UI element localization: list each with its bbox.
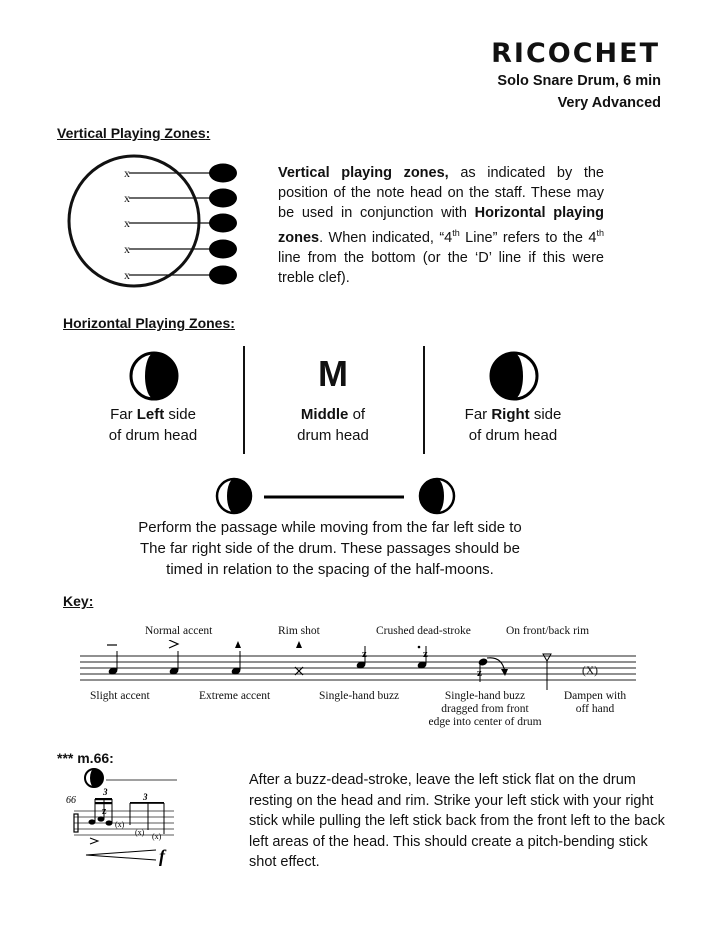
tuplet-number: 3 <box>143 792 148 802</box>
passage-description <box>90 517 570 580</box>
label-line: dragged from front <box>441 703 529 715</box>
label-text: Far <box>110 406 137 423</box>
text-run: as indicated by the position of the note head on the staff. These may be used in conjunction with <box>278 165 604 221</box>
passage-line: Perform the passage while moving from the far left side to <box>138 519 522 536</box>
drum-head-circle <box>69 156 199 286</box>
notes <box>89 798 165 834</box>
key-heading <box>63 593 93 609</box>
slight-accent-note <box>107 645 118 676</box>
vertical-zones-diagram <box>64 153 244 293</box>
label-text: drum head <box>297 427 369 444</box>
superscript: th <box>596 228 604 238</box>
key-label-extreme-accent: Extreme accent <box>199 690 271 702</box>
vertical-zones-description <box>278 163 604 288</box>
label-bold: Left <box>136 406 165 423</box>
dampen-x-symbol: (X) <box>582 665 598 677</box>
vertical-zones-heading <box>57 125 210 141</box>
svg-text:x: x <box>124 242 130 256</box>
rim-shot-note <box>295 641 303 675</box>
svg-text:(x): (x) <box>115 820 125 829</box>
vertical-zones-heading-text: Vertical Playing Zones <box>57 125 206 141</box>
heading-colon: : <box>205 125 211 141</box>
label-line: edge into center of drum <box>428 716 542 728</box>
notation-key-staff <box>80 640 640 692</box>
normal-accent-note <box>169 640 180 676</box>
key-label-buzz-dragged <box>420 690 550 729</box>
svg-text:x: x <box>124 216 130 230</box>
filled-noteheads <box>209 164 237 285</box>
far-left-label <box>93 404 213 446</box>
bold-term: Vertical playing zones, <box>278 165 449 181</box>
label-text: of <box>348 406 366 423</box>
crescendo-hairpin <box>86 850 156 860</box>
buzz-dragged-note <box>477 657 508 682</box>
m66-description: After a buzz-dead-stroke, leave the left stick flat on the drum resting on the head and rim. Strike your left stick with your right stick while pulling the left stick back from the front left to the back left areas of the head. This should create a pitch-bending stick shot effect. <box>249 772 665 870</box>
label-text: side <box>164 406 196 423</box>
extreme-accent-note <box>231 641 242 676</box>
label-line: off hand <box>575 703 615 715</box>
accent-mark <box>90 838 98 844</box>
label-bold: Middle <box>300 406 349 423</box>
subtitle: Solo Snare Drum, 6 min <box>497 73 661 89</box>
key-label-slight-accent: Slight accent <box>90 690 150 702</box>
left-half-moon-icon <box>128 350 180 402</box>
label-text: of drum head <box>108 427 198 444</box>
text-run: line from the bottom (or the ‘D’ line if this were treble clef). <box>278 249 604 286</box>
svg-text:(x): (x) <box>135 828 145 837</box>
m66-notation-excerpt <box>64 766 184 866</box>
single-hand-buzz-note <box>356 646 367 670</box>
zone-divider <box>423 346 425 454</box>
right-half-moon-icon <box>420 479 454 513</box>
far-right-label <box>453 404 573 446</box>
svg-text:x: x <box>124 268 130 282</box>
heading-colon: : <box>88 593 94 609</box>
heading-colon: : <box>230 315 235 331</box>
page-title: RICOCHET <box>491 38 660 69</box>
middle-zone-symbol: M <box>318 353 348 394</box>
m66-heading: *** m.66: <box>57 750 114 766</box>
dynamic-marking: f <box>159 846 165 866</box>
front-back-rim-note <box>543 654 551 690</box>
measure-number: 66 <box>66 795 76 806</box>
key-label-normal-accent: Normal accent <box>145 625 213 637</box>
superscript: th <box>452 228 460 238</box>
zone-divider <box>243 346 245 454</box>
middle-label <box>273 404 393 446</box>
bold-term: Horizontal playing zones <box>278 205 604 246</box>
staff-lines <box>80 656 636 680</box>
key-label-dampen <box>555 690 635 716</box>
text-run: Line” refers to the 4 <box>459 229 597 246</box>
left-half-moon-icon <box>85 769 103 787</box>
passage-line: timed in relation to the spacing of the half-moons. <box>166 561 494 578</box>
key-label-single-hand-buzz: Single-hand buzz <box>319 690 400 702</box>
right-half-moon-icon <box>488 350 540 402</box>
label-bold: Right <box>491 406 530 423</box>
passage-line: The far right side of the drum. These passages should be <box>140 540 520 557</box>
svg-text:x: x <box>124 166 130 180</box>
svg-text:z: z <box>102 806 107 817</box>
key-heading-text: Key <box>63 593 89 609</box>
svg-text:z: z <box>423 648 428 660</box>
key-label-rim-shot: Rim shot <box>278 625 320 637</box>
tuplet-number: 3 <box>103 787 108 797</box>
crushed-dead-stroke-note <box>417 646 428 670</box>
svg-text:z: z <box>477 667 482 679</box>
svg-text:z: z <box>362 648 367 660</box>
svg-text:(x): (x) <box>152 832 162 841</box>
label-text: Far <box>464 406 492 423</box>
horizontal-zones-heading <box>63 315 235 331</box>
label-line: Dampen with <box>563 690 627 702</box>
passage-transition-diagram <box>212 475 462 517</box>
svg-text:x: x <box>124 191 130 205</box>
key-label-crushed-dead-stroke: Crushed dead-stroke <box>376 625 471 637</box>
label-text: side <box>529 406 562 423</box>
difficulty-level: Very Advanced <box>557 95 661 111</box>
label-text: of drum head <box>468 427 558 444</box>
key-label-front-back-rim: On front/back rim <box>506 625 590 637</box>
text-run: . When indicated, “4 <box>319 229 453 246</box>
x-noteheads <box>124 166 130 282</box>
horizontal-zones-heading-text: Horizontal Playing Zones <box>63 315 231 331</box>
label-line: Single-hand buzz <box>444 690 526 702</box>
left-half-moon-icon <box>217 479 251 513</box>
